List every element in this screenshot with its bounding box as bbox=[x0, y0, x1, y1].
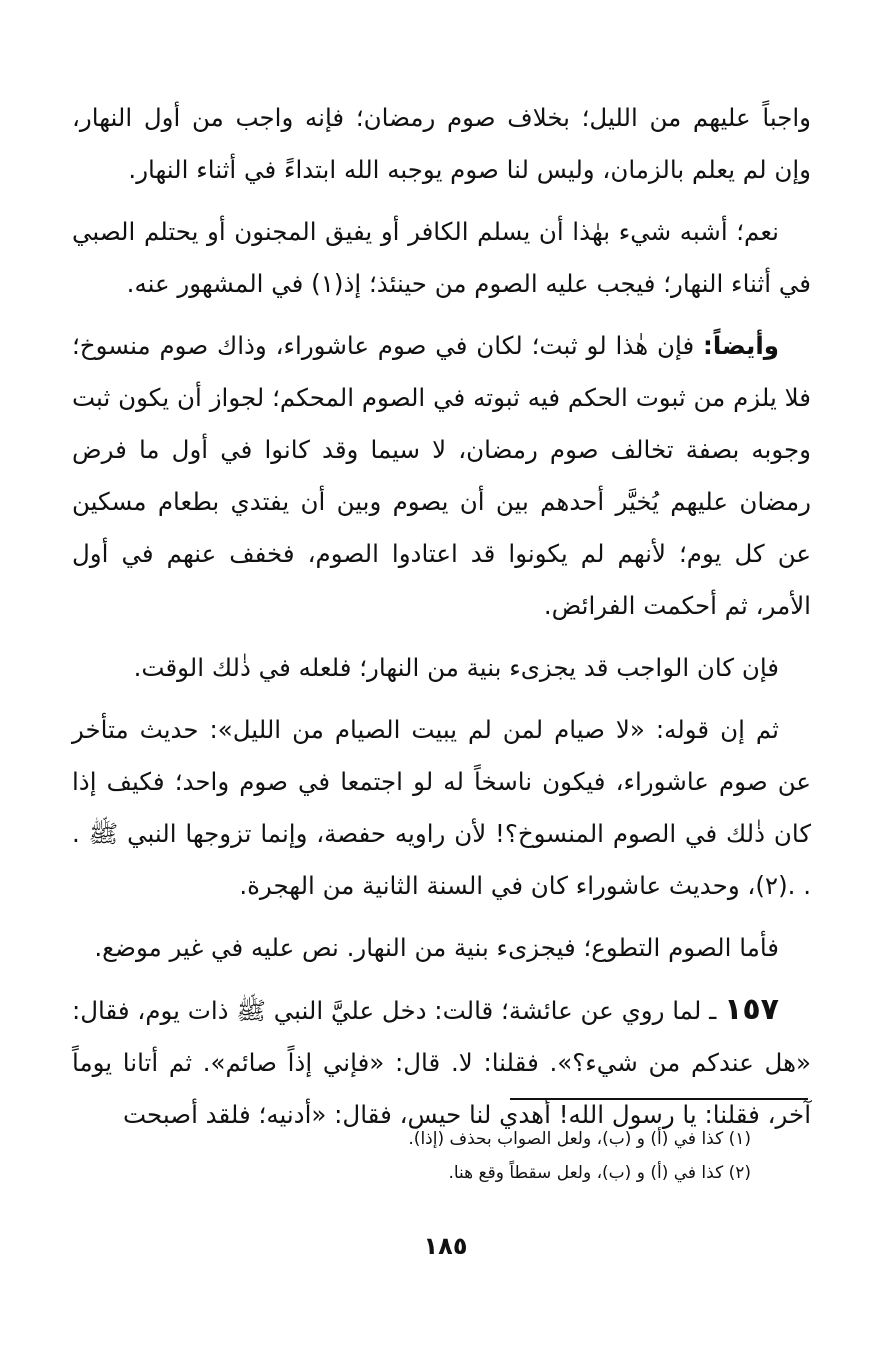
footnotes bbox=[72, 1122, 751, 1190]
page-number: ١٨٥ bbox=[423, 1232, 468, 1260]
footnote-divider bbox=[510, 1098, 808, 1100]
paragraph-4: فإن كان الواجب قد يجزىء بنية من النهار؛ فلعله في ذٰلك الوقت. bbox=[133, 653, 779, 682]
paragraph-3-body: فإن هٰذا لو ثبت؛ لكان في صوم عاشوراء، وذاك صوم منسوخ؛ فلا يلزم من ثبوت الحكم فيه ثبوته في الصوم المحكم؛ لجواز أن يكون ثبت وجوبه بصفة تخالف صوم رمضان، لا سيما وقد كانوا في أول ما فرض رمضان عليهم يُخيَّر أحدهم بين أن يصوم وبين أن يفتدي بطعام مسكين عن كل يوم؛ لأنهم لم يكونوا قد اعتادوا الصوم، فخفف عنهم في أول الأمر، ثم أحكمت الفرائض. bbox=[72, 331, 811, 620]
paragraph-3 bbox=[72, 320, 811, 632]
paragraph-1: واجباً عليهم من الليل؛ بخلاف صوم رمضان؛ فإنه واجب من أول النهار، وإن لم يعلم بالزمان، وليس لنا صوم يوجبه الله ابتداءً في أثناء النهار. bbox=[72, 103, 811, 184]
paragraph-3-lead: وأيضاً: bbox=[703, 331, 779, 360]
main-text bbox=[72, 92, 811, 1151]
paragraph-2: نعم؛ أشبه شيء بهٰذا أن يسلم الكافر أو يفيق المجنون أو يحتلم الصبي في أثناء النهار؛ فيجب عليه الصوم من حينئذ؛ إذ(١) في المشهور عنه. bbox=[72, 217, 811, 298]
paragraph-6: فأما الصوم التطوع؛ فيجزىء بنية من النهار. نص عليه في غير موضع. bbox=[94, 933, 779, 962]
footnote-2: (٢) كذا في (أ) و (ب)، ولعل سقطاً وقع هنا. bbox=[448, 1163, 751, 1183]
hadith-number: ١٥٧ bbox=[724, 992, 779, 1027]
paragraph-7 bbox=[72, 984, 811, 1141]
paragraph-5: ثم إن قوله: «لا صيام لمن لم يبيت الصيام من الليل»: حديث متأخر عن صوم عاشوراء، فيكون ناسخاً له لو اجتمعا في صوم واحد؛ فكيف إذا كان ذٰلك في الصوم المنسوخ؟! لأن راويه حفصة، وإنما تزوجها النبي ﷺ . . .(٢)، وحديث عاشوراء كان في السنة الثانية من الهجرة. bbox=[72, 715, 811, 900]
paragraph-7-body: ـ لما روي عن عائشة؛ قالت: دخل عليَّ النبي ﷺ ذات يوم، فقال: «هل عندكم من شيء؟». فقلنا: لا. قال: «فإني إذاً صائم». ثم أتانا يوماً آخر، فقلنا: يا رسول الله! أهدي لنا حيس، فقال: «أدنيه؛ فلقد أصبحت bbox=[72, 996, 811, 1129]
footnote-1: (١) كذا في (أ) و (ب)، ولعل الصواب بحذف (إذا). bbox=[408, 1129, 751, 1149]
